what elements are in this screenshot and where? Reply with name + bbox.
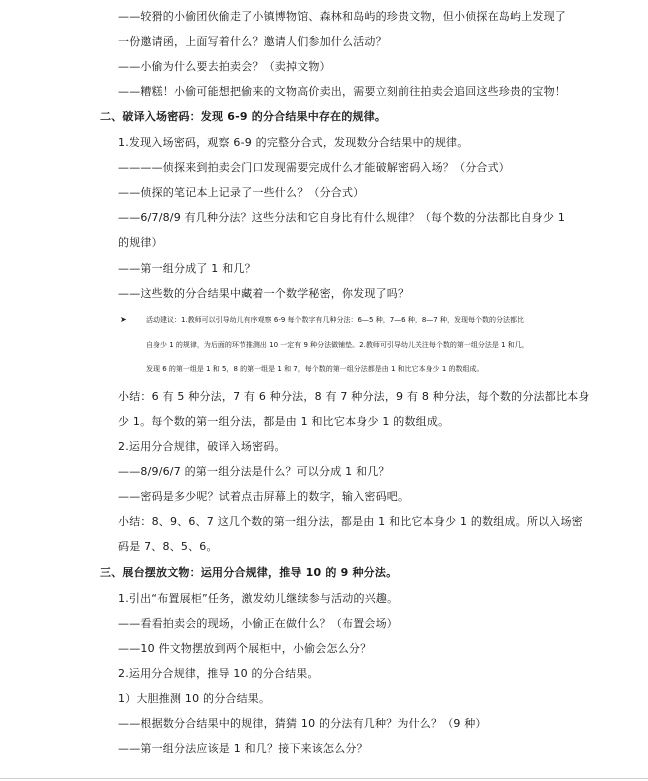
- text-line: ——密码是多少呢？试着点击屏幕上的数字，输入密码吧。: [118, 490, 410, 503]
- text-line: 的规律）: [118, 236, 163, 249]
- text-line: ——第一组分法应该是 1 和几？接下来该怎么分？: [118, 742, 368, 755]
- text-line: ——这些数的分合结果中藏着一个数学秘密，你发现了吗？: [118, 287, 410, 300]
- text-line: 1.发现入场密码，观察 6-9 的完整分合式，发现数分合结果中的规律。: [118, 136, 469, 149]
- text-line: ——第一组分成了 1 和几？: [118, 262, 256, 275]
- text-line: ——看看拍卖会的现场，小偷正在做什么？（布置会场）: [118, 617, 398, 630]
- text-line: 1）大胆推测 10 的分合结果。: [118, 692, 271, 705]
- activity-note-line: 发现 6 的第一组是 1 和 5，8 的第一组是 1 和 7，每个数的第一组分法都是由 1 和比它本身少 1 的数组成。: [146, 365, 484, 373]
- text-line: ——8/9/6/7 的第一组分法是什么？可以分成 1 和几？: [118, 465, 390, 478]
- bullet-arrow-icon: ➤: [120, 315, 127, 324]
- summary-line: 小结：8、9、6、7 这几个数的第一组分法，都是由 1 和比它本身少 1 的数组成。所以入场密: [118, 515, 583, 528]
- text-line: ——较猾的小偷团伙偷走了小镇博物馆、森林和岛屿的珍贵文物，但小侦探在岛屿上发现了: [118, 10, 566, 23]
- text-line: ————侦探来到拍卖会门口发现需要完成什么才能破解密码入场？（分合式）: [118, 161, 510, 174]
- text-line: ——根据数分合结果中的规律，猜猜 10 的分法有几种？为什么？（9 种）: [118, 717, 487, 730]
- summary-line: 少 1。每个数的第一组分法，都是由 1 和比它本身少 1 的数组成。: [118, 415, 450, 428]
- text-line: 一份邀请函，上面写着什么？邀请人们参加什么活动？: [118, 35, 387, 48]
- activity-note-line: 活动建议：1.教师可以引导幼儿有序观察 6-9 每个数字有几种分法：6—5 种，7—6 种，8—7 种，发现每个数的分法都比: [146, 316, 524, 324]
- activity-note-line: 自身少 1 的规律，为后面的环节推测出 10 一定有 9 种分法做铺垫。2.教师可引导幼儿关注每个数的第一组分法是 1 和几，: [146, 341, 529, 349]
- text-line: ——10 件文物摆放到两个展柜中，小偷会怎么分？: [118, 642, 372, 655]
- text-line: ——糟糕！小偷可能想把偷来的文物高价卖出，需要立刻前往拍卖会追回这些珍贵的宝物！: [118, 85, 566, 98]
- text-line: 2.运用分合规律，破译入场密码。: [118, 440, 286, 453]
- text-line: 2.运用分合规律，推导 10 的分合结果。: [118, 667, 319, 680]
- section-heading: 三、展台摆放文物：运用分合规律，推导 10 的 9 种分法。: [100, 566, 398, 579]
- text-line: ——6/7/8/9 有几种分法？这些分法和它自身比有什么规律？（每个数的分法都比自身少 1: [118, 211, 566, 224]
- section-heading: 二、破译入场密码：发现 6-9 的分合结果中存在的规律。: [100, 110, 387, 123]
- page-bottom-divider: [0, 778, 648, 779]
- summary-line: 小结：6 有 5 种分法，7 有 6 种分法，8 有 7 种分法，9 有 8 种分法，每个数的分法都比本身: [118, 390, 590, 403]
- text-line: ——小偷为什么要去拍卖会？（卖掉文物）: [118, 60, 331, 73]
- text-line: 1.引出“布置展柜”任务，激发幼儿继续参与活动的兴趣。: [118, 592, 399, 605]
- summary-line: 码是 7、8、5、6。: [118, 540, 218, 553]
- text-line: ——侦探的笔记本上记录了一些什么？（分合式）: [118, 186, 365, 199]
